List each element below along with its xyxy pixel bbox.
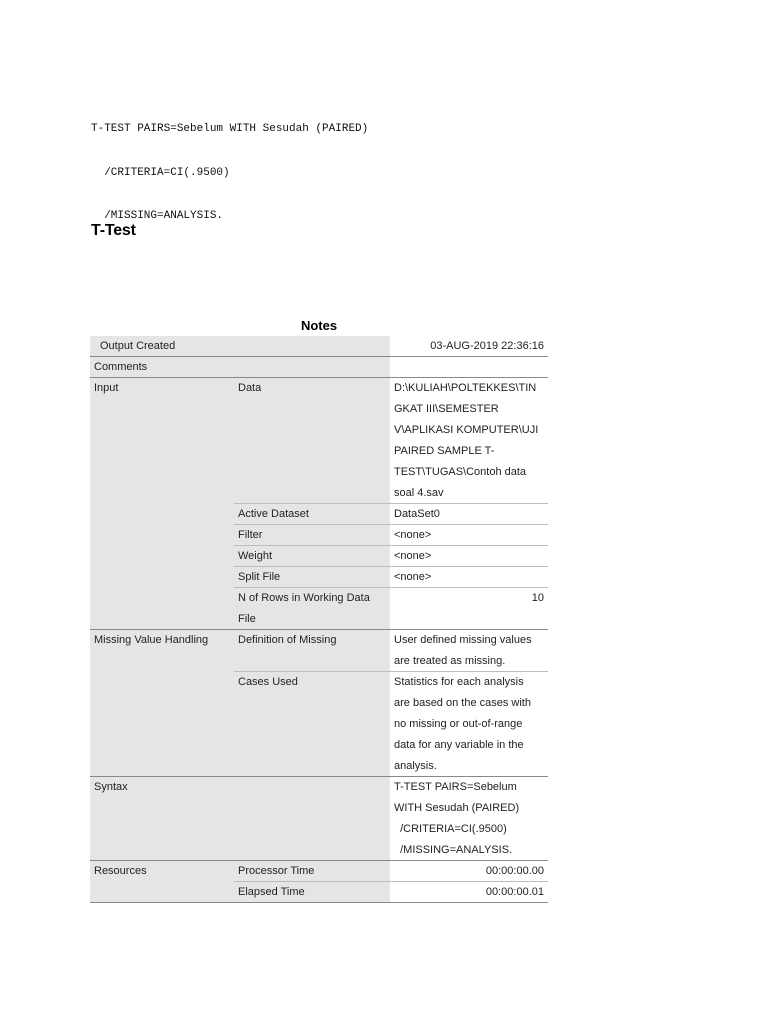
value-text: 00:00:00.00 [485,865,544,877]
row-subheader-cell [234,630,390,672]
value-cell [390,504,548,525]
row-subheader-label: Cases Used [238,676,298,688]
section-heading: T-Test [91,222,136,239]
row-header-cell [90,588,234,630]
value-cell [390,378,548,504]
syntax-code-block [91,93,368,238]
row-divider [234,587,548,588]
row-divider [234,524,548,525]
value-text: DataSet0 [394,508,440,520]
row-header-cell [90,525,234,546]
row-subheader-cell [234,357,390,378]
row-divider [90,356,548,357]
table-row [90,504,548,525]
value-cell [390,546,548,567]
row-divider [90,776,548,777]
row-subheader-cell [234,777,390,861]
value-cell [390,672,548,777]
value-cell [390,861,548,882]
row-subheader-label: Filter [238,529,263,541]
row-divider [234,881,548,882]
row-subheader-cell [234,882,390,903]
row-divider [234,671,548,672]
value-text: <none> [394,571,432,583]
value-text: WITH Sesudah (PAIRED) [394,802,520,814]
table-bottom-border [90,902,548,903]
value-text: analysis. [394,760,437,772]
row-header-cell [90,672,234,777]
value-text: V\APLIKASI KOMPUTER\UJI [394,424,539,436]
value-cell [390,567,548,588]
syntax-line: T-TEST PAIRS=Sebelum WITH Sesudah (PAIRED) [91,123,369,135]
table-row [90,525,548,546]
row-subheader-label: Active Dataset [238,508,309,520]
syntax-line: /MISSING=ANALYSIS. [91,210,224,222]
value-text: /MISSING=ANALYSIS. [394,844,513,856]
value-text: D:\KULIAH\POLTEKKES\TIN [394,382,537,394]
row-header-label: Output Created [100,340,176,352]
value-text: are treated as missing. [394,655,506,667]
row-divider [90,629,548,630]
value-text: 10 [531,592,544,604]
value-text: TEST\TUGAS\Contoh data [394,466,527,478]
value-text: User defined missing values [394,634,532,646]
value-text: PAIRED SAMPLE T- [394,445,495,457]
row-subheader-label: Processor Time [238,865,315,877]
value-cell [390,336,548,357]
row-subheader-cell [234,546,390,567]
value-cell [390,588,548,630]
value-text: Statistics for each analysis [394,676,524,688]
row-subheader-cell [234,378,390,504]
row-subheader-label: Elapsed Time [238,886,305,898]
value-text: 03-AUG-2019 22:36:16 [430,340,544,352]
notes-table [90,336,548,903]
row-header-label: Input [94,382,119,394]
table-row [90,357,548,378]
row-subheader-cell [234,567,390,588]
table-row [90,378,548,504]
row-subheader-label: Weight [238,550,273,562]
row-subheader-cell [234,672,390,777]
row-header-cell [90,861,234,882]
row-subheader-label: Definition of Missing [238,634,337,646]
value-cell [390,357,548,378]
row-header-cell [90,630,234,672]
row-subheader-label: File [238,613,256,625]
row-header-cell [90,357,234,378]
row-subheader-cell [234,504,390,525]
table-row [90,672,548,777]
row-header-cell [90,567,234,588]
value-text: data for any variable in the [394,739,524,751]
row-header-cell [90,378,234,504]
table-row [90,777,548,861]
row-subheader-cell [234,525,390,546]
value-cell [390,882,548,903]
row-divider [234,566,548,567]
value-text: are based on the cases with [394,697,531,709]
value-cell [390,630,548,672]
value-cell [390,777,548,861]
table-row [90,567,548,588]
row-header-cell [90,546,234,567]
value-cell [390,525,548,546]
row-subheader-label: Split File [238,571,281,583]
value-text: GKAT III\SEMESTER [394,403,499,415]
value-text: 00:00:00.01 [485,886,544,898]
table-row [90,546,548,567]
notes-table-title: Notes [300,318,338,333]
row-subheader-cell [234,861,390,882]
syntax-line: /CRITERIA=CI(.9500) [91,166,230,179]
value-text: no missing or out-of-range [394,718,523,730]
row-subheader-cell [234,588,390,630]
table-row [90,588,548,630]
row-header-cell [90,882,234,903]
row-divider [234,545,548,546]
row-subheader-cell [234,336,390,357]
value-text: /CRITERIA=CI(.9500) [394,823,507,835]
row-divider [90,860,548,861]
row-divider [90,377,548,378]
row-subheader-label: N of Rows in Working Data [238,592,370,604]
table-row [90,882,548,903]
row-header-cell [90,777,234,861]
row-header-label: Missing Value Handling [94,634,209,646]
row-header-label: Comments [94,361,148,373]
row-header-label: Resources [94,865,147,877]
value-text: <none> [394,529,432,541]
value-text: soal 4.sav [394,487,444,499]
row-header-cell [90,504,234,525]
table-row [90,861,548,882]
table-row [90,336,548,357]
value-text: T-TEST PAIRS=Sebelum [394,781,517,793]
row-header-label: Syntax [94,781,128,793]
table-row [90,630,548,672]
value-text: <none> [394,550,432,562]
row-divider [234,503,548,504]
row-header-cell [90,336,234,357]
row-subheader-label: Data [238,382,262,394]
